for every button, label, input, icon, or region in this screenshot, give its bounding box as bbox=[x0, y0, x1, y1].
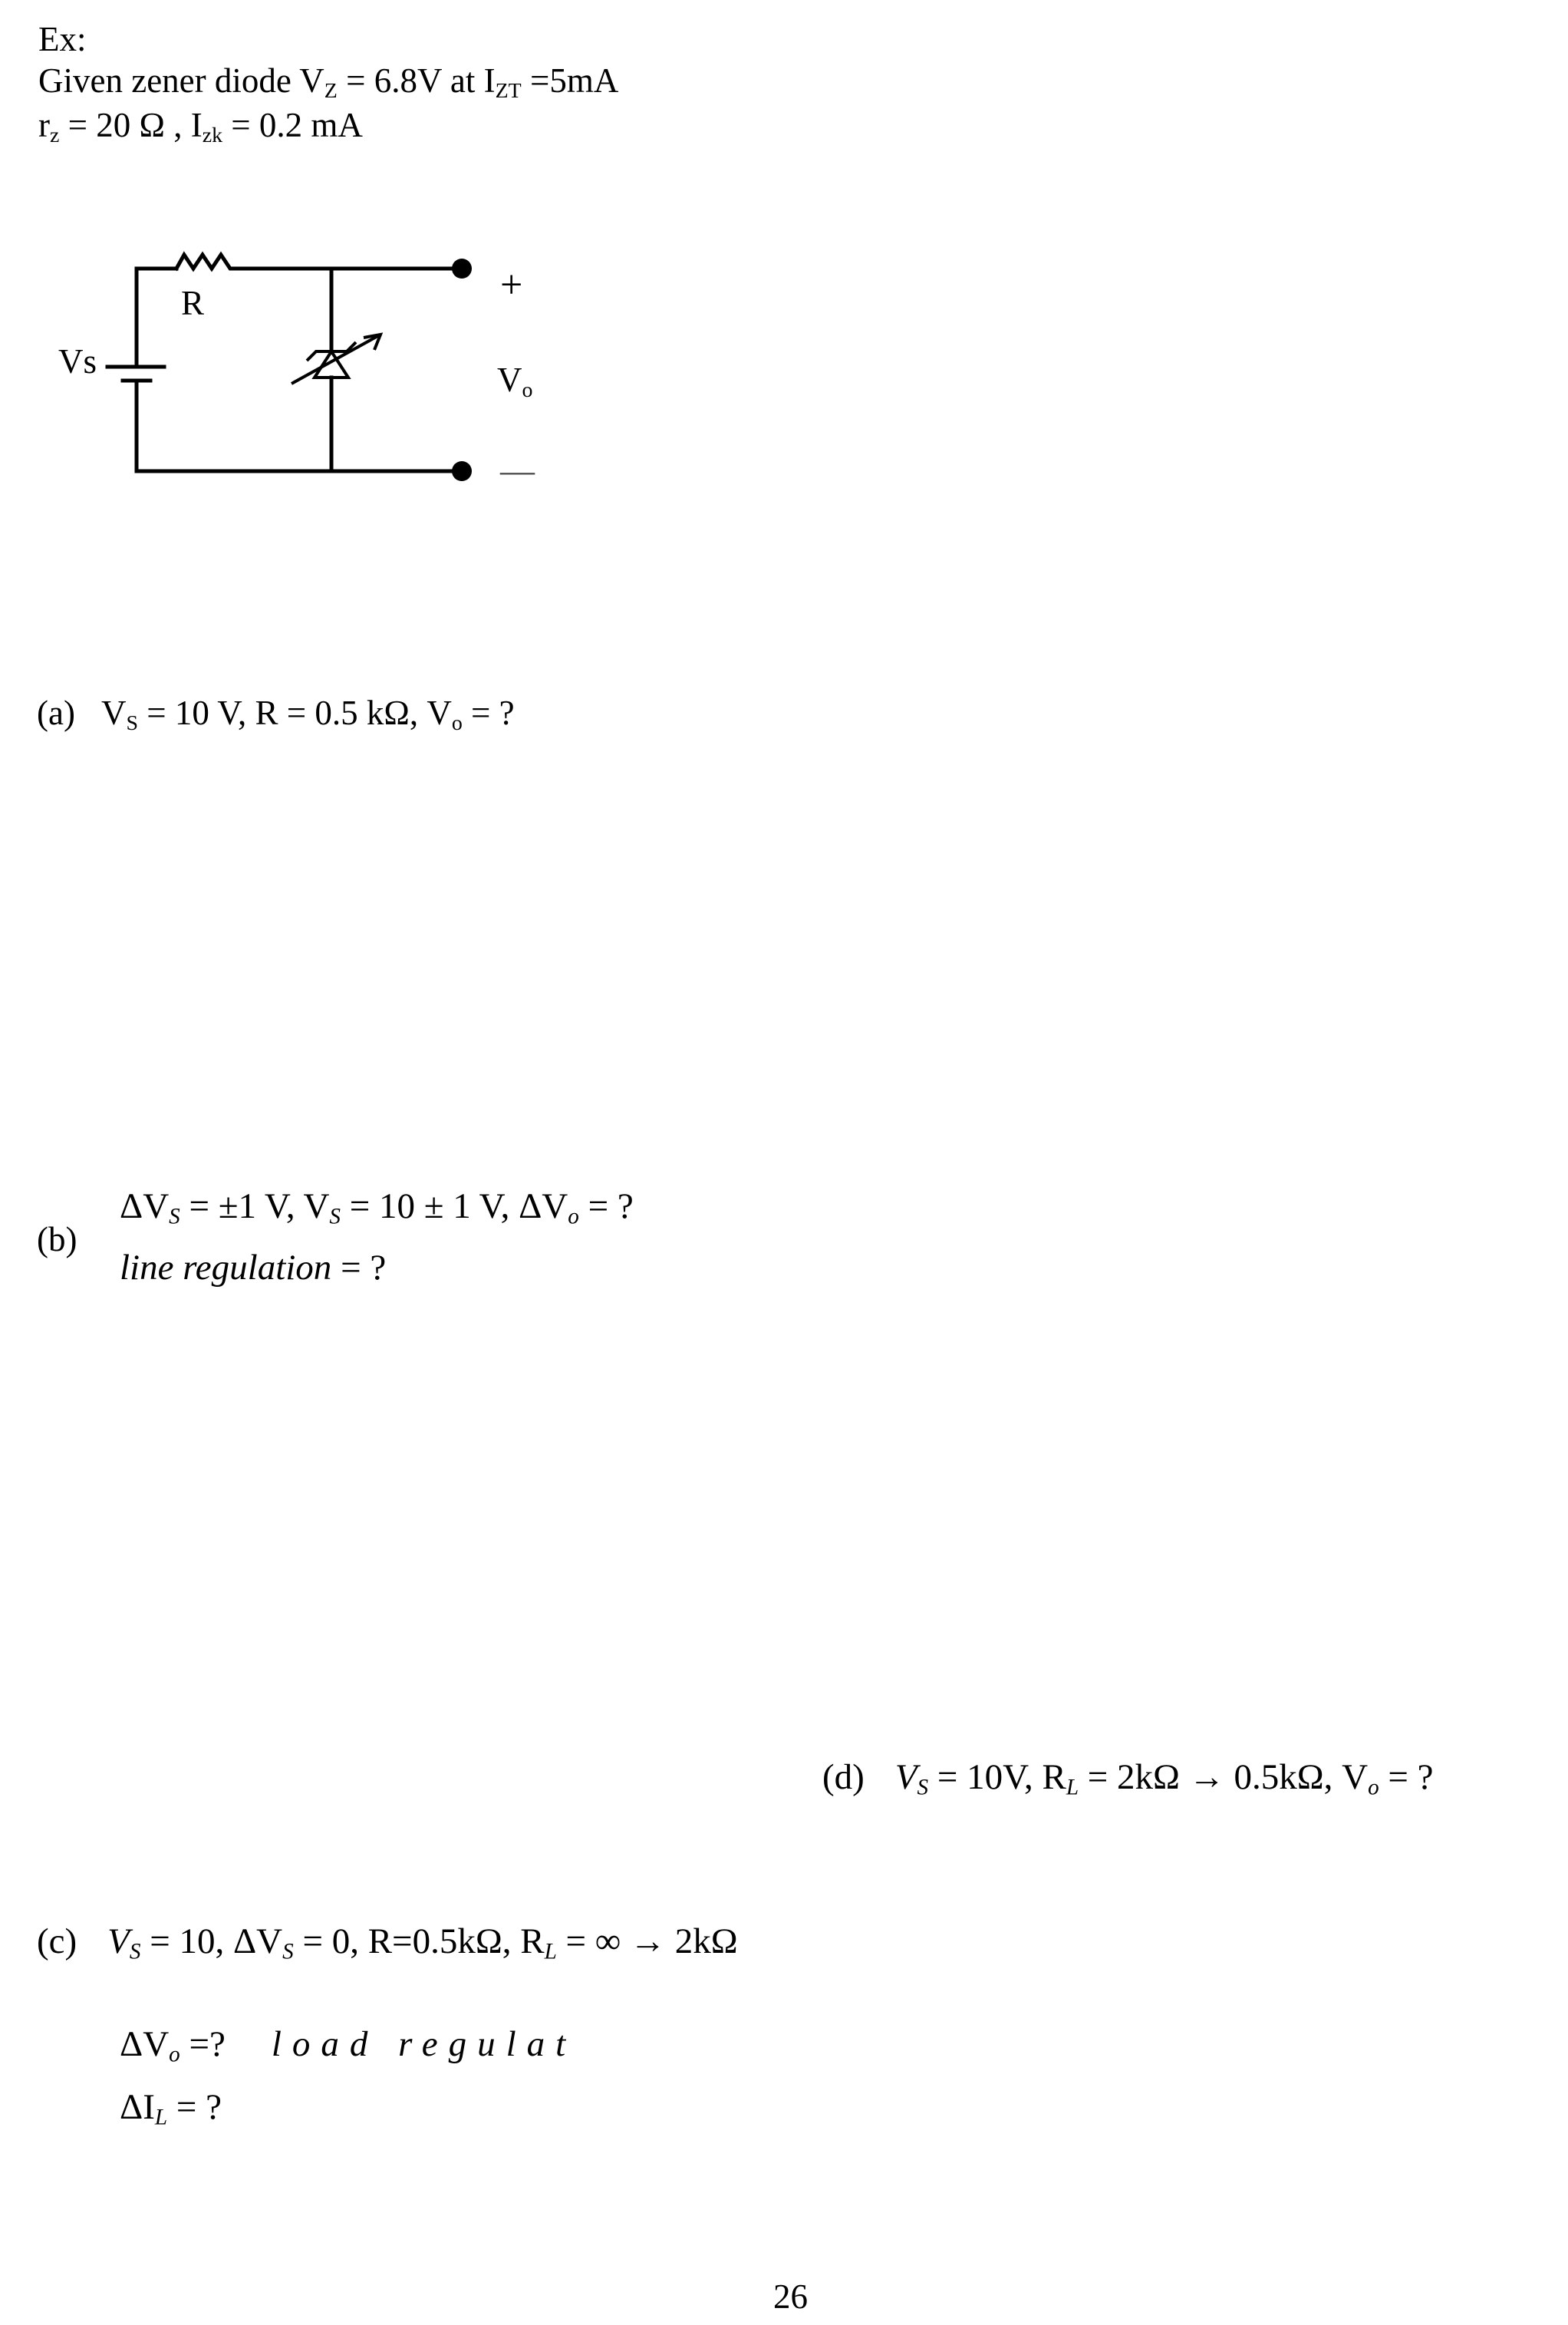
part-b-label: (b) bbox=[37, 1220, 77, 1258]
rz-izk-line: $r_z = 20$ Ω , $I_{zk} = 0.2$ mA bbox=[38, 106, 363, 147]
plus-sign: + bbox=[500, 263, 523, 307]
part-b-line2: line regulation = ? bbox=[120, 1248, 387, 1288]
resistor-label: R bbox=[181, 284, 205, 322]
minus-sign: — bbox=[500, 451, 535, 490]
part-c-line3: $\Delta I_L$ = ? bbox=[120, 2087, 222, 2130]
output-voltage-label: $V_o$ bbox=[497, 361, 533, 402]
output-terminal-bottom bbox=[452, 461, 472, 481]
given-line: Given zener diode $V_Z = 6.8V$ at $I_{ZT} =5mA$ bbox=[38, 61, 619, 103]
zener-diode-symbol bbox=[292, 335, 380, 384]
page-number: 26 bbox=[773, 2277, 808, 2316]
left-top-wire bbox=[137, 269, 176, 367]
part-c-line2: $\Delta V_o$ =? load regulat bbox=[120, 2024, 566, 2067]
output-terminal-top bbox=[452, 259, 472, 279]
part-d: (d) $V_S = 10V$, $R_L = 2k\Omega \to 0.5k\Omega$, $V_o$ = ? bbox=[822, 1757, 1434, 1800]
part-b-line1: $\Delta V_S = \pm 1$ V, $V_S = 10 \pm 1$ V, $\Delta V_o$ = ? bbox=[120, 1186, 634, 1229]
source-label: Vs bbox=[58, 342, 97, 381]
part-c-line1: (c) $V_S = 10$, $\Delta V_S = 0$, R=0.5kΩ, $R_L$ = ∞ → 2kΩ bbox=[37, 1921, 738, 1964]
zener-circuit bbox=[0, 0, 690, 537]
resistor-symbol bbox=[176, 255, 239, 269]
part-a: (a) $V_S = 10$ V, R = 0.5 kΩ, $V_o$ = ? bbox=[37, 694, 515, 735]
example-label: Ex: bbox=[38, 20, 87, 58]
